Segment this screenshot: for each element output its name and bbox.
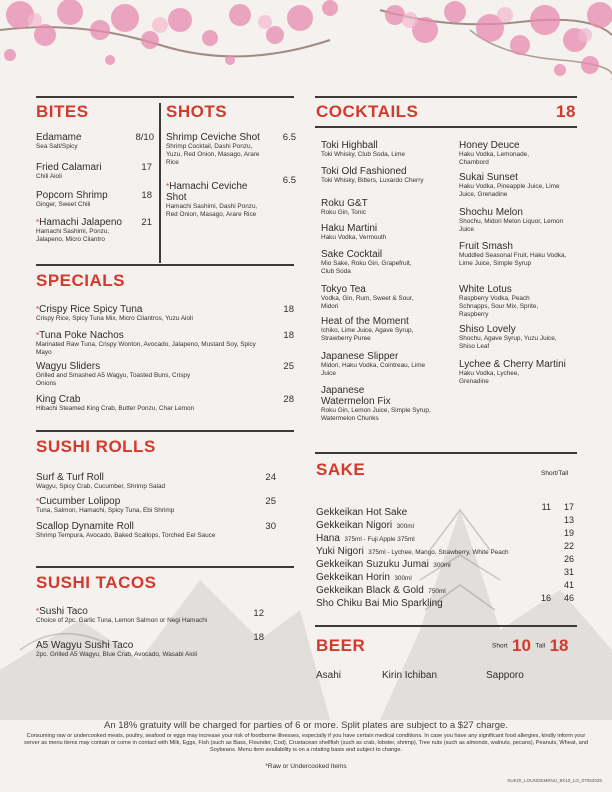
menu-item — [36, 190, 154, 209]
item-price: 21 — [141, 217, 152, 228]
item-size: 300ml — [396, 523, 415, 530]
menu-item — [36, 361, 294, 388]
item-name: Popcorn Shrimp — [36, 190, 108, 201]
sake-row — [316, 554, 577, 570]
item-name: Surf & Turf Roll — [36, 472, 104, 483]
item-name: Fruit Smash — [459, 241, 513, 252]
item-name: Gekkeikan Suzuku Jumai — [316, 559, 429, 570]
menu-item — [36, 496, 276, 515]
allergy-disclaimer: Consuming raw or undercooked meats, poultry, seafood or eggs may increase your risk of foodborne illnesses, especially if you have certain medical conditions. In case you have any significant food allergies, kindly inform your server as menu items may contain or come in contact with Milk, Eggs, Fish (such as Bass, Flounder, Cod), Crustacean shellfish (such as crab, lobster, shrimp), Tree nuts (such as almonds, walnuts, pecans), Peanuts, Wheat, and Soybeans. Menu item availability is on a rotating basis and subject to change. — [24, 733, 588, 753]
sake-row — [316, 528, 577, 544]
item-name: Shiso Lovely — [459, 324, 516, 335]
raw-marker: * — [36, 305, 40, 314]
tall-price: 46 — [563, 593, 574, 603]
cocktails-rule — [315, 126, 577, 128]
raw-marker: * — [36, 497, 40, 506]
bites-shots-divider — [159, 103, 161, 263]
short-price: 16 — [540, 593, 551, 603]
item-name: Haku Martini — [321, 223, 378, 234]
beer-heading: BEER — [316, 636, 366, 655]
top-rule-right — [315, 96, 577, 98]
menu-code: SUKOI_LOUNGEMENU_8X10_LO_07052025 — [507, 778, 602, 783]
specials-rule — [36, 264, 294, 266]
item-desc: Raspberry Vodka, Peach Schnapps, Sour Mix, Sprite, Raspberry — [459, 295, 539, 318]
item-desc: Ginger, Sweet Chili — [36, 201, 91, 208]
item-name: Tuna Poke Nachos — [39, 330, 124, 341]
tall-price: 17 — [563, 502, 574, 512]
cocktails-price: 18 — [556, 102, 576, 121]
item-name: Sushi Taco — [39, 606, 88, 617]
item-size: 375ml - Fuji Apple 375ml — [344, 536, 415, 543]
shots-heading: SHOTS — [166, 102, 228, 121]
item-desc: Toki Whisky, Bitters, Luxardo Cherry — [321, 177, 424, 184]
beer-tall-label: Tall — [535, 642, 546, 650]
cocktails-heading: COCKTAILS — [316, 102, 419, 121]
item-desc: Muddled Seasonal Fruit, Haku Vodka, Lime Juice, Simple Syrup — [459, 252, 567, 267]
item-desc: Shrimp Tempura, Avocado, Baked Scallops, Torched Eel Sauce — [36, 532, 216, 539]
item-desc: Toki Whisky, Club Soda, Lime — [321, 151, 406, 158]
item-price: 28 — [283, 394, 294, 405]
cocktail-item — [321, 284, 449, 316]
tall-price: 22 — [563, 541, 574, 551]
beer-tall-price: 18 — [549, 636, 569, 655]
item-name: Roku G&T — [321, 198, 368, 209]
item-name: Lychee & Cherry Martini — [459, 359, 566, 370]
menu-item — [36, 217, 154, 244]
sake-row — [316, 515, 577, 531]
top-rule-left — [36, 96, 294, 98]
item-desc: Ichiko, Lime Juice, Agave Syrup, Strawberry Puree — [321, 327, 414, 342]
item-price: 18 — [283, 304, 294, 315]
item-desc: Shochu, Agave Syrup, Yuzu Juice, Shiso Leaf — [459, 335, 557, 350]
beer-prices — [492, 636, 578, 656]
sushi-tacos-heading: SUSHI TACOS — [36, 573, 157, 592]
sake-row — [316, 502, 577, 518]
item-name: Scallop Dynamite Roll — [36, 521, 134, 532]
sake-row — [316, 567, 577, 583]
item-price: 24 — [265, 472, 276, 483]
item-desc: Wagyu, Spicy Crab, Cucumber, Shrimp Salad — [36, 483, 166, 490]
beer-item: Kirin Ichiban — [382, 670, 438, 681]
item-name: Cucumber Lolipop — [39, 496, 121, 507]
item-desc: Tuna, Salmon, Hamachi, Spicy Tuna, Ebi Shrimp — [36, 507, 175, 514]
item-name: Fried Calamari — [36, 162, 102, 173]
raw-marker: * — [36, 218, 40, 227]
bites-heading: BITES — [36, 102, 89, 121]
sake-row — [316, 580, 577, 596]
cocktail-item — [459, 241, 581, 284]
raw-marker: * — [36, 331, 40, 340]
item-desc: Roku Gin, Tonic — [321, 209, 366, 216]
item-price: 25 — [265, 496, 276, 507]
sake-list — [316, 502, 577, 609]
item-desc: Crispy Rice, Spicy Tuna Mix, Micro Cilantros, Yuzu Aioli — [36, 315, 193, 322]
item-name: Toki Old Fashioned — [321, 166, 407, 177]
item-desc: Haku Vodka, Lychee, Grenadine — [459, 370, 520, 385]
cocktail-item — [459, 172, 581, 207]
menu-item — [36, 632, 264, 659]
tall-price: 26 — [563, 554, 574, 564]
item-price: 30 — [265, 521, 276, 532]
item-desc: Haku Vodka, Vermouth — [321, 234, 387, 241]
item-name: Yuki Nigori — [316, 546, 364, 557]
menu-item — [36, 330, 294, 357]
item-name: Japanese Slipper — [321, 351, 399, 362]
cocktail-item — [321, 198, 449, 223]
item-desc: Shrimp Cocktail, Dashi Ponzu, Yuzu, Red Onion, Masago, Arare Rice — [166, 143, 260, 166]
item-price: 18 — [283, 330, 294, 341]
item-name: Gekkeikan Hot Sake — [316, 507, 408, 518]
item-price: 8/10 — [135, 132, 154, 143]
beer-item: Sapporo — [486, 670, 524, 681]
item-name: Sho Chiku Bai Mio Sparkling — [316, 598, 443, 609]
tall-price: 19 — [563, 528, 574, 538]
item-desc: Sea Salt/Spicy — [36, 143, 78, 150]
item-desc: Mio Sake, Roku Gin, Grapefruit, Club Soda — [321, 260, 412, 275]
item-desc: Vodka, Gin, Rum, Sweet & Sour, Midori — [321, 295, 414, 310]
item-desc: 2pc. Grilled A5 Wagyu, Blue Crab, Avocado, Wasabi Aioli — [36, 651, 198, 658]
item-desc: Hibachi Steamed King Crab, Butter Ponzu, Char Lemon — [36, 405, 195, 412]
cocktail-item — [321, 249, 449, 284]
sake-row — [316, 541, 577, 557]
item-desc: Haku Vodka, Pineapple Juice, Lime Juice, Grenadine — [459, 183, 560, 198]
item-name: Shrimp Ceviche Shot — [166, 132, 260, 143]
item-name: Hamachi Jalapeno — [39, 217, 122, 228]
item-name: Heat of the Moment — [321, 316, 409, 327]
item-name: Sake Cocktail — [321, 249, 383, 260]
beer-rule — [315, 625, 577, 627]
item-price: 6.5 — [282, 132, 296, 143]
item-size: 300ml — [394, 575, 412, 582]
item-desc: Chili Aioli — [36, 173, 62, 180]
item-price: 25 — [283, 361, 294, 372]
item-desc: Shochu, Midori Melon Liquor, Lemon Juice — [459, 218, 564, 233]
cocktails-left-column — [321, 140, 449, 423]
tall-price: 31 — [563, 567, 574, 577]
cocktail-item — [459, 284, 581, 324]
raw-marker: * — [36, 607, 40, 616]
item-name: White Lotus — [459, 284, 512, 295]
item-name: Tokyo Tea — [321, 284, 366, 295]
item-name: Gekkeikan Nigori — [316, 520, 393, 531]
menu-item — [36, 472, 276, 491]
item-name: Wagyu Sliders — [36, 361, 101, 372]
item-size: 375ml - Lychee, Mango, Strawberry, White Peach — [368, 549, 509, 556]
sake-rule — [315, 452, 577, 454]
item-name: Toki Highball — [321, 140, 378, 151]
tall-price: 41 — [563, 580, 574, 590]
item-name: A5 Wagyu Sushi Taco — [36, 640, 134, 651]
item-name: Shochu Melon — [459, 207, 523, 218]
item-name: Gekkeikan Black & Gold — [316, 585, 424, 596]
item-name: Gekkeikan Horin — [316, 572, 390, 583]
item-name: Honey Deuce — [459, 140, 520, 151]
item-name: Sukai Sunset — [459, 172, 518, 183]
sushi-tacos-rule — [36, 566, 294, 568]
item-desc: Choice of 2pc. Garlic Tuna, Lemon Salmon or Negi Hamachi — [36, 617, 208, 624]
item-price: 12 — [253, 608, 264, 619]
menu-item — [166, 132, 296, 167]
item-desc: Marinated Raw Tuna, Crispy Wonton, Avocado, Jalapeno, Mustard Soy, Spicy Mayo — [36, 341, 256, 356]
item-size: 750ml — [428, 588, 446, 595]
cherry-blossom-decoration — [0, 0, 612, 95]
cocktail-item — [321, 223, 449, 249]
menu-item — [36, 394, 294, 413]
sake-heading: SAKE — [316, 460, 366, 479]
menu-item — [36, 132, 154, 151]
sake-row — [316, 593, 577, 609]
cocktail-item — [459, 140, 581, 172]
raw-items-note: *Raw or Undercooked Items — [265, 763, 347, 770]
item-name: King Crab — [36, 394, 81, 405]
menu-item — [166, 175, 296, 219]
beer-item: Asahi — [316, 670, 342, 681]
sushi-rolls-heading: SUSHI ROLLS — [36, 437, 156, 456]
tall-price: 13 — [563, 515, 574, 525]
short-price: 11 — [541, 502, 551, 512]
beer-short-label: Short — [492, 642, 508, 650]
cocktail-item — [321, 166, 449, 198]
item-desc: Haku Vodka, Lemonade, Chambord — [459, 151, 529, 166]
item-desc: Grilled and Smashed A5 Wagyu, Toasted Buns, Crispy Onions — [36, 372, 191, 387]
menu-item — [36, 162, 154, 181]
specials-heading: SPECIALS — [36, 271, 126, 290]
item-price: 17 — [141, 162, 152, 173]
cocktails-right-column — [459, 140, 581, 386]
item-price: 18 — [253, 632, 264, 643]
item-price: 18 — [141, 190, 152, 201]
raw-marker: * — [166, 182, 170, 191]
item-desc: Roku Gin, Lemon Juice, Simple Syrup, Watermelon Chunks — [321, 407, 431, 422]
cocktail-item — [321, 316, 449, 351]
beer-short-price: 10 — [512, 636, 531, 655]
cocktail-item — [459, 207, 581, 241]
cocktail-item — [459, 324, 581, 359]
item-desc: Hamachi Sashimi, Ponzu, Jalapeno, Micro Cilantro — [36, 228, 110, 243]
sushi-rolls-rule — [36, 430, 294, 432]
item-name: Edamame — [36, 132, 82, 143]
sake-size-label: Short/Tall — [541, 470, 569, 477]
item-desc: Hamachi Sashimi, Dashi Ponzu, Red Onion, Masago, Arare Rice — [166, 203, 258, 218]
item-price: 6.5 — [282, 175, 296, 186]
gratuity-notice: An 18% gratuity will be charged for parties of 6 or more. Split plates are subject to a $27 charge. — [104, 720, 508, 731]
item-name: Hana — [316, 533, 340, 544]
cocktail-item — [459, 359, 581, 386]
item-name: Hamachi Ceviche Shot — [166, 181, 248, 203]
item-name: Crispy Rice Spicy Tuna — [39, 304, 143, 315]
menu-item — [36, 606, 264, 625]
cocktail-item — [321, 140, 449, 166]
cocktail-item — [321, 351, 449, 385]
item-desc: Midori, Haku Vodka, Cointreau, Lime Juice — [321, 362, 426, 377]
menu-item — [36, 304, 294, 323]
item-size: 300ml — [433, 562, 451, 569]
cocktail-item — [321, 385, 449, 423]
item-name: Japanese Watermelon Fix — [321, 385, 391, 407]
menu-item — [36, 521, 276, 540]
